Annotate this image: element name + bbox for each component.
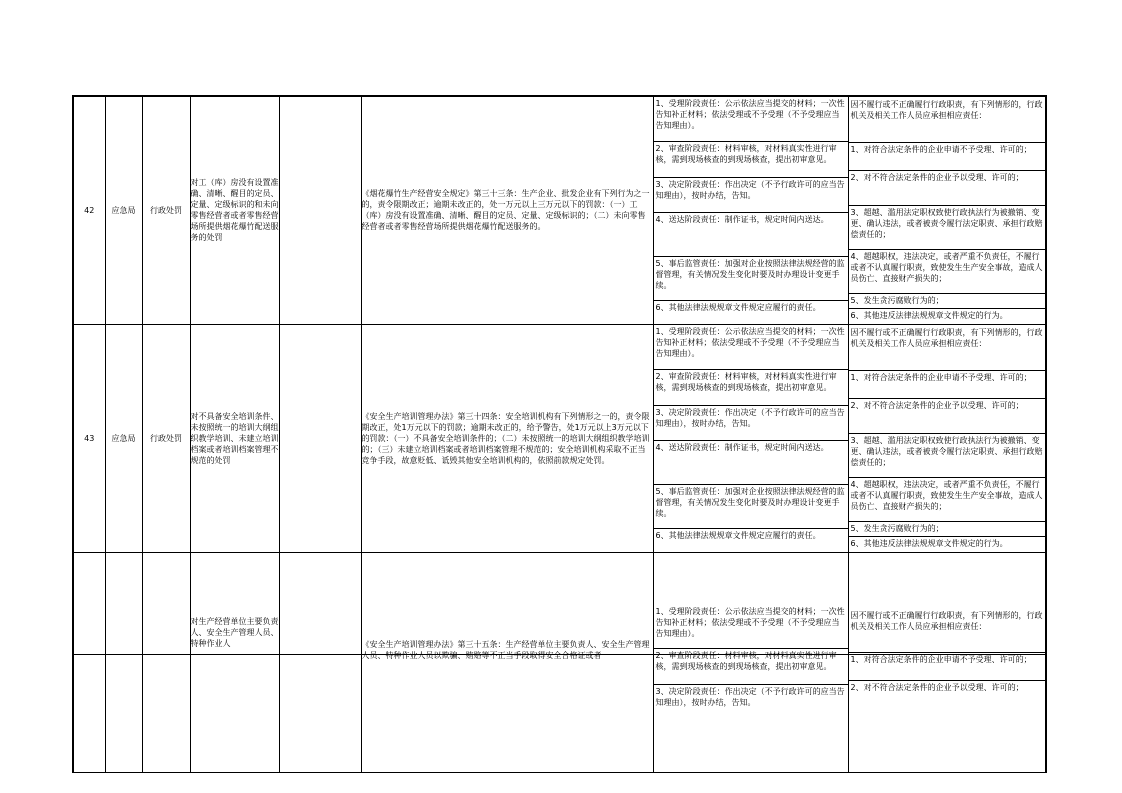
accountability-item: 5、发生贪污腐败行为的；: [849, 521, 1046, 536]
row-number: [73, 552, 105, 772]
table-row: [73, 96, 1046, 324]
duty-item: 1、受理阶段责任：公示依法应当提交的材料；一次性告知补正材料；依法受理或不予受理（不予受理应当告知理由）。: [654, 325, 848, 369]
accountability-item: 2、对不符合法定条件的企业予以受理、许可的；: [850, 683, 1024, 692]
duty-list-cell: [653, 96, 848, 324]
accountability-item: 因不履行或不正确履行行政职责，有下列情形的，行政机关及相关工作人员应承担相应责任：: [849, 98, 1046, 142]
accountability-item: 因不履行或不正确履行行政职责，有下列情形的，行政机关及相关工作人员应承担相应责任：: [849, 326, 1046, 370]
duty-list: [654, 97, 848, 323]
accountability-item: 6、其他违反法律法规规章文件规定的行为。: [850, 538, 1008, 548]
item-code-cell: [279, 96, 361, 324]
accountability-item: 1、对符合法定条件的企业申请不予受理、许可的；: [849, 142, 1046, 170]
table-row: [73, 324, 1046, 552]
duty-list: [654, 605, 848, 720]
accountability-item: 3、超越、滥用法定职权致使行政执法行为被撤销、变更、确认违法，或者被责令履行法定职责、承担行政赔偿责任的；: [849, 205, 1046, 249]
accountability-item: 2、对不符合法定条件的企业予以受理、许可的；: [849, 398, 1046, 433]
duty-item: 5、事后监管责任：加强对企业按照法律法规经营的监督管理，有关情况发生变化时要及时办理设计变更手续。: [654, 256, 848, 300]
duty-item: 4、送达阶段责任：制作证书，规定时间内送达。: [654, 212, 848, 256]
duty-item: 4、送达阶段责任：制作证书，规定时间内送达。: [654, 440, 848, 484]
accountability-item: 2、对不符合法定条件的企业予以受理、许可的；: [849, 170, 1046, 205]
duty-item: 3、决定阶段责任：作出决定（不予行政许可的应当告知理由），按时办结，告知。: [654, 177, 848, 212]
accountability-item: 6、其他违反法律法规规章文件规定的行为。: [850, 310, 1008, 320]
accountability-list-cell: [848, 552, 1046, 772]
responsibility-table-region: [72, 95, 1045, 707]
duty-item: 1、受理阶段责任：公示依法应当提交的材料；一次性告知补正材料；依法受理或不予受理（不予受理应当告知理由）。: [654, 605, 848, 649]
item-name-cell: 对不具备安全培训条件、未按照统一的培训大纲组织教学培训、未建立培训档案或者培训档案管理不规范的处罚: [190, 324, 279, 552]
duty-item: 6、其他法律法规规章文件规定应履行的责任。: [655, 530, 821, 540]
department-cell: 应急局: [105, 96, 142, 324]
accountability-list: [849, 326, 1046, 550]
power-type-cell: [142, 552, 190, 772]
item-code-cell: [279, 552, 361, 772]
duty-list-cell: [653, 552, 848, 772]
duty-item: 6、其他法律法规规章文件规定应履行的责任。: [655, 302, 821, 312]
legal-basis-cell: 《烟花爆竹生产经营安全规定》第三十三条：生产企业、批发企业有下列行为之一的，责令限期改正；逾期未改正的，处一万元以上三万元以下的罚款：（一）工（库）房没有设置准确、清晰、醒目的定员、定量、定级标识的；（二）未向零售经营者或者零售经营场所提供烟花爆竹配送服务的。: [361, 96, 653, 324]
accountability-list-cell: [848, 96, 1046, 324]
row-number: 43: [73, 324, 105, 552]
page-cut-line: [72, 654, 1045, 655]
responsibility-table: [72, 95, 1047, 773]
accountability-item: 3、超越、滥用法定职权致使行政执法行为被撤销、变更、确认违法，或者被责令履行法定职责、承担行政赔偿责任的；: [849, 433, 1046, 477]
accountability-item: 因不履行或不正确履行行政职责，有下列情形的，行政机关及相关工作人员应承担相应责任：: [849, 609, 1046, 653]
legal-basis-cell: 《安全生产培训管理办法》第三十五条：生产经营单位主要负责人、安全生产管理人员、特种作业人员以欺骗、贿赂等不正当手段取得安全合格证或者: [361, 552, 653, 772]
duty-item: 3、决定阶段责任：作出决定（不予行政许可的应当告知理由），按时办结，告知。: [655, 687, 845, 707]
accountability-item: 4、超越职权，违法决定，或者严重不负责任，不履行或者不认真履行职责，致使发生生产安全事故，造成人员伤亡、直接财产损失的；: [849, 477, 1046, 521]
accountability-item: 5、发生贪污腐败行为的；: [849, 293, 1046, 308]
duty-item: 2、审查阶段责任：材料审核，对材料真实性进行审核，需到现场核查的到现场核查，提出初审意见。: [654, 369, 848, 405]
power-type-cell: 行政处罚: [142, 96, 190, 324]
department-cell: [105, 552, 142, 772]
duty-item: 3、决定阶段责任：作出决定（不予行政许可的应当告知理由），按时办结，告知。: [654, 405, 848, 440]
item-name-cell: 对生产经营单位主要负责人、安全生产管理人员、特种作业人: [190, 552, 279, 772]
duty-list-cell: [653, 324, 848, 552]
accountability-item: 1、对符合法定条件的企业申请不予受理、许可的；: [849, 653, 1046, 681]
duty-item: 2、审查阶段责任：材料审核，对材料真实性进行审核，需到现场核查的到现场核查，提出初审意见。: [654, 649, 848, 685]
accountability-list: [849, 98, 1046, 322]
duty-item: 5、事后监管责任：加强对企业按照法律法规经营的监督管理，有关情况发生变化时要及时办理设计变更手续。: [654, 484, 848, 528]
department-cell: 应急局: [105, 324, 142, 552]
duty-list: [654, 325, 848, 551]
item-code-cell: [279, 324, 361, 552]
legal-basis-cell: 《安全生产培训管理办法》第三十四条：安全培训机构有下列情形之一的，责令限期改正，处1万元以下的罚款；逾期未改正的，给予警告，处1万元以上3万元以下的罚款：（一）不具备安全培训条件的；（二）未按照统一的培训大纲组织教学培训的；（三）未建立培训档案或者培训档案管理不规范的；安全培训机构采取不正当竞争手段，故意贬低、诋毁其他安全培训机构的，依照前款规定处罚。: [361, 324, 653, 552]
accountability-item: 1、对符合法定条件的企业申请不予受理、许可的；: [849, 370, 1046, 398]
accountability-list-cell: [848, 324, 1046, 552]
duty-item: 1、受理阶段责任：公示依法应当提交的材料；一次性告知补正材料；依法受理或不予受理（不予受理应当告知理由）。: [654, 97, 848, 141]
accountability-list: [849, 609, 1046, 716]
item-name-cell: 对工（库）房没有设置准确、清晰、醒目的定员、定量、定级标识的和未向零售经营者或者零售经营场所提供烟花爆竹配送服务的处罚: [190, 96, 279, 324]
accountability-item: 4、超越职权，违法决定，或者严重不负责任，不履行或者不认真履行职责，致使发生生产安全事故，造成人员伤亡、直接财产损失的；: [849, 249, 1046, 293]
duty-item: 2、审查阶段责任：材料审核，对材料真实性进行审核，需到现场核查的到现场核查，提出初审意见。: [654, 141, 848, 177]
table-row: [73, 552, 1046, 772]
row-number: 42: [73, 96, 105, 324]
power-type-cell: 行政处罚: [142, 324, 190, 552]
